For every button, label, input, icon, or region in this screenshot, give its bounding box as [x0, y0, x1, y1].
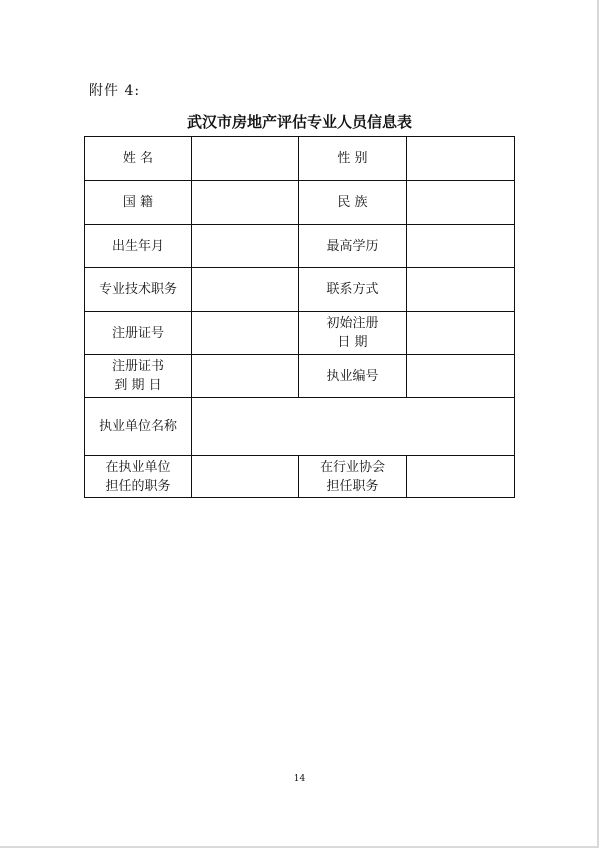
unit-position-label: 在执业单位 担任的职务	[85, 456, 192, 498]
table-row	[85, 137, 515, 181]
initial-registration-date-label: 初始注册 日 期	[299, 312, 407, 355]
table-row	[85, 312, 515, 355]
practice-number-label: 执业编号	[299, 355, 407, 398]
table-row	[85, 268, 515, 312]
info-table	[84, 136, 515, 498]
association-position-value-cell[interactable]	[407, 456, 515, 498]
practice-unit-label: 执业单位名称	[85, 398, 192, 456]
association-position-label: 在行业协会 担任职务	[299, 456, 407, 498]
name-value-cell[interactable]	[192, 137, 299, 181]
form-title: 武汉市房地产评估专业人员信息表	[186, 113, 412, 131]
name-label: 姓 名	[85, 137, 192, 181]
initial-registration-date-value-cell[interactable]	[407, 312, 515, 355]
nationality-value-cell[interactable]	[192, 181, 299, 225]
practice-unit-value-cell[interactable]	[192, 398, 515, 456]
contact-label: 联系方式	[299, 268, 407, 312]
birth-date-label: 出生年月	[85, 225, 192, 268]
registration-number-label: 注册证号	[85, 312, 192, 355]
contact-value-cell[interactable]	[407, 268, 515, 312]
professional-title-label: 专业技术职务	[85, 268, 192, 312]
table-row	[85, 225, 515, 268]
education-value-cell[interactable]	[407, 225, 515, 268]
certificate-expiry-label: 注册证书 到 期 日	[85, 355, 192, 398]
page-number: 14	[293, 774, 306, 784]
ethnicity-value-cell[interactable]	[407, 181, 515, 225]
gender-value-cell[interactable]	[407, 137, 515, 181]
ethnicity-label: 民 族	[299, 181, 407, 225]
birth-date-value-cell[interactable]	[192, 225, 299, 268]
nationality-label: 国 籍	[85, 181, 192, 225]
table-row	[85, 398, 515, 456]
table-row	[85, 181, 515, 225]
gender-label: 性 别	[299, 137, 407, 181]
registration-number-value-cell[interactable]	[192, 312, 299, 355]
certificate-expiry-value-cell[interactable]	[192, 355, 299, 398]
unit-position-value-cell[interactable]	[192, 456, 299, 498]
education-label: 最高学历	[299, 225, 407, 268]
practice-number-value-cell[interactable]	[407, 355, 515, 398]
table-row	[85, 456, 515, 498]
professional-title-value-cell[interactable]	[192, 268, 299, 312]
attachment-label: 附件 4:	[89, 83, 141, 99]
table-row	[85, 355, 515, 398]
